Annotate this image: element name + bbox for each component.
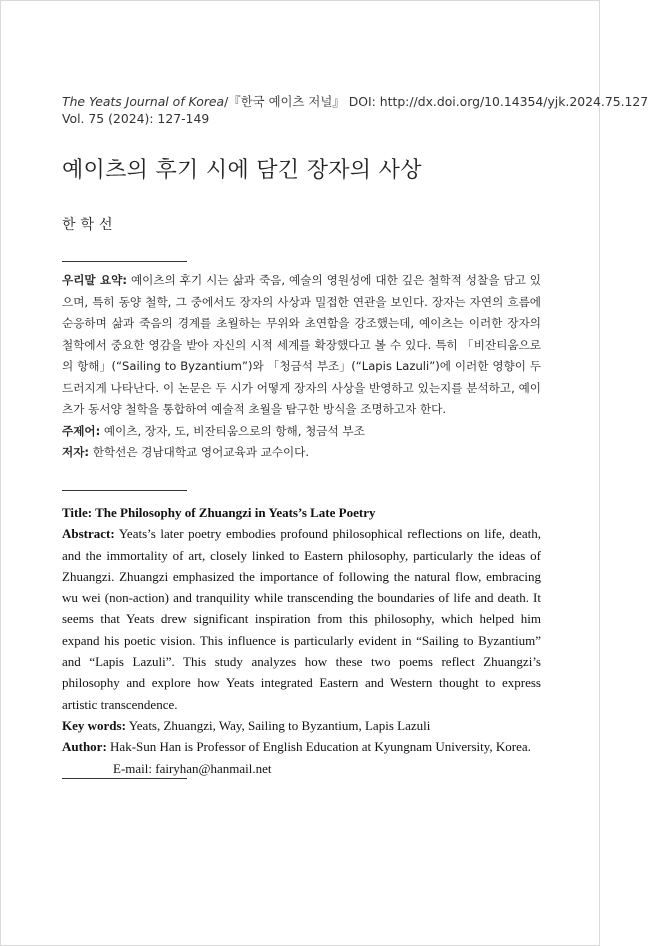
divider-middle: [62, 490, 187, 491]
korean-title: 예이츠의 후기 시에 담긴 장자의 사상: [62, 158, 422, 183]
english-author-info: [62, 736, 541, 779]
english-keywords-label: Key words:: [62, 717, 126, 733]
english-abstract-label: Abstract:: [62, 526, 115, 542]
email-address[interactable]: fairyhan@hanmail.net: [152, 760, 272, 776]
korean-author-label: 저자:: [62, 445, 90, 459]
journal-name: The Yeats Journal of Korea: [62, 94, 225, 109]
english-title: [62, 502, 541, 523]
english-abstract-text: Yeats’s later poetry embodies profound philosophical reflections on life, death, and the immortality of art, closely linked to Eastern philosophy, particularly the ideas of Zhuangzi. Zhuangzi emphasized the importance of following the natural flow, embracing wu wei (non-action) and tranquility while transcending the boundaries of life and death. It seems that Yeats drew significant inspiration from this philosophy, which helped him expand his poetic vision. This influence is particularly evident in “Sailing to Byzantium” and “Lapis Lazuli”. This study analyzes how these two poems reflect Zhuangzi’s philosophy and explore how Yeats integrated Eastern and Western thought to express artistic transcendence.: [62, 526, 541, 712]
korean-abstract-text: 예이츠의 후기 시는 삶과 죽음, 예술의 영원성에 대한 깊은 철학적 성찰을 담고 있으며, 특히 동양 철학, 그 중에서도 장자의 사상과 밀접한 연관을 보인다. 장자는 자연의 흐름에 순응하며 삶과 죽음의 경계를 초월하는 무위와 초연함을 강조했는데, 예이츠는 이러한 장자의 철학에서 중요한 영감을 받아 자신의 시적 세계를 확장했다고 볼 수 있다. 특히 「비잔티움으로의 항해」(“Sailing to Byzantium”)와 「청금석 부조」(“Lapis Lazuli”)에 이러한 영향이 두드러지게 나타난다. 이 논문은 두 시가 어떻게 장자의 사상을 반영하고 있는지를 분석하고, 예이츠가 동서양 철학을 통합하여 예술적 초월을 탐구한 방식을 조명하고자 한다.: [62, 273, 542, 416]
korean-abstract-section: [62, 270, 541, 464]
korean-author-info: [62, 442, 541, 464]
korean-abstract: [62, 270, 541, 421]
korean-journal-name: /『한국 예이츠 저널』: [224, 94, 345, 109]
english-abstract: [62, 523, 541, 715]
korean-author-text: 한학선은 경남대학교 영어교육과 교수이다.: [89, 445, 310, 459]
doi-text[interactable]: DOI: http://dx.doi.org/10.14354/yjk.2024.75.127: [344, 94, 648, 109]
email-label: E-mail:: [113, 760, 152, 776]
english-keywords: [62, 715, 541, 736]
korean-keywords-label: 주제어:: [62, 423, 101, 438]
english-author-label: Author:: [62, 739, 107, 755]
volume-info: Vol. 75 (2024): 127-149: [62, 111, 210, 126]
korean-keywords: [62, 421, 541, 443]
english-abstract-section: [62, 502, 541, 779]
english-title-text: Title: The Philosophy of Zhuangzi in Yeats’s Late Poetry: [62, 505, 376, 520]
english-keywords-text: Yeats, Zhuangzi, Way, Sailing to Byzantium, Lapis Lazuli: [125, 717, 431, 733]
korean-abstract-label: 우리말 요약:: [62, 273, 127, 287]
english-author-text: Hak-Sun Han is Professor of English Education at Kyungnam University, Korea.: [106, 739, 531, 755]
korean-author: 한학선: [62, 217, 118, 233]
journal-citation: [62, 93, 648, 110]
divider-bottom: [62, 778, 187, 779]
korean-keywords-text: 예이츠, 장자, 도, 비잔티움으로의 항해, 청금석 부조: [100, 423, 365, 438]
divider-top: [62, 261, 187, 262]
